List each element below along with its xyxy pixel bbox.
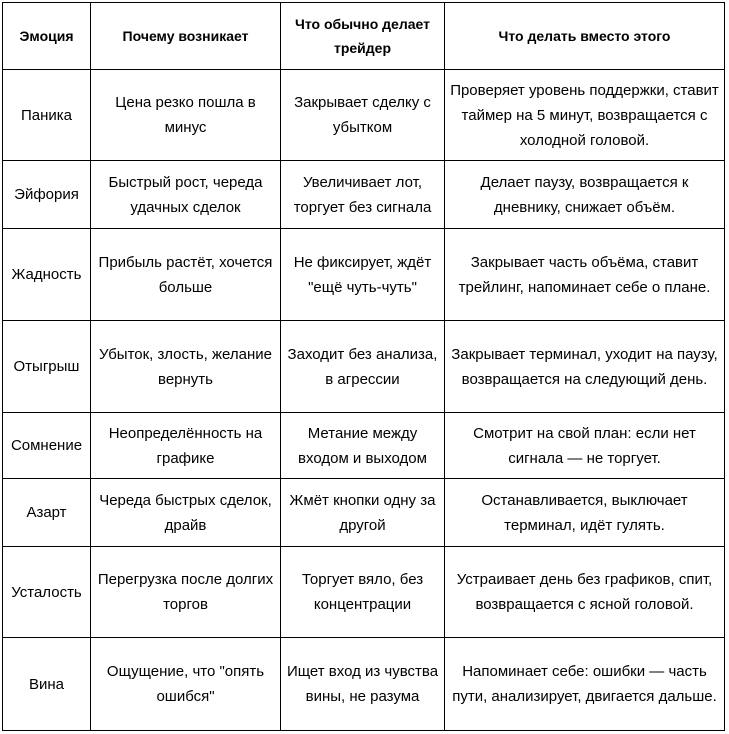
cell-what-instead: Закрывает часть объёма, ставит трейлинг, напоминает себе о плане. (445, 229, 725, 321)
cell-trader-action: Метание между входом и выходом (281, 413, 445, 479)
header-why: Почему возникает (91, 3, 281, 70)
cell-trader-action: Заходит без анализа, в агрессии (281, 321, 445, 413)
cell-why: Прибыль растёт, хочется больше (91, 229, 281, 321)
cell-emotion: Усталость (3, 547, 91, 638)
cell-emotion: Эйфория (3, 161, 91, 229)
header-trader-action: Что обычно делает трейдер (281, 3, 445, 70)
cell-what-instead: Закрывает терминал, уходит на паузу, возвращается на следующий день. (445, 321, 725, 413)
cell-emotion: Сомнение (3, 413, 91, 479)
table-row (3, 161, 725, 229)
cell-trader-action: Жмёт кнопки одну за другой (281, 479, 445, 547)
cell-what-instead: Напоминает себе: ошибки — часть пути, анализирует, двигается дальше. (445, 638, 725, 731)
cell-trader-action: Увеличивает лот, торгует без сигнала (281, 161, 445, 229)
table-row (3, 638, 725, 731)
header-what-instead: Что делать вместо этого (445, 3, 725, 70)
cell-why: Цена резко пошла в минус (91, 70, 281, 161)
cell-why: Ощущение, что "опять ошибся" (91, 638, 281, 731)
table-row (3, 547, 725, 638)
table-row (3, 70, 725, 161)
cell-emotion: Вина (3, 638, 91, 731)
cell-trader-action: Не фиксирует, ждёт "ещё чуть-чуть" (281, 229, 445, 321)
cell-trader-action: Закрывает сделку с убытком (281, 70, 445, 161)
table-row (3, 229, 725, 321)
table-row (3, 413, 725, 479)
cell-why: Быстрый рост, череда удачных сделок (91, 161, 281, 229)
cell-trader-action: Ищет вход из чувства вины, не разума (281, 638, 445, 731)
cell-why: Череда быстрых сделок, драйв (91, 479, 281, 547)
table-header-row (3, 3, 725, 70)
header-emotion: Эмоция (3, 3, 91, 70)
cell-emotion: Отыгрыш (3, 321, 91, 413)
table-row (3, 479, 725, 547)
cell-what-instead: Смотрит на свой план: если нет сигнала — не торгует. (445, 413, 725, 479)
cell-emotion: Азарт (3, 479, 91, 547)
cell-what-instead: Проверяет уровень поддержки, ставит таймер на 5 минут, возвращается с холодной головой. (445, 70, 725, 161)
emotions-table (2, 2, 725, 731)
cell-emotion: Паника (3, 70, 91, 161)
cell-what-instead: Делает паузу, возвращается к дневнику, снижает объём. (445, 161, 725, 229)
cell-emotion: Жадность (3, 229, 91, 321)
cell-why: Перегрузка после долгих торгов (91, 547, 281, 638)
cell-what-instead: Устраивает день без графиков, спит, возвращается с ясной головой. (445, 547, 725, 638)
table-row (3, 321, 725, 413)
cell-trader-action: Торгует вяло, без концентрации (281, 547, 445, 638)
cell-why: Убыток, злость, желание вернуть (91, 321, 281, 413)
cell-what-instead: Останавливается, выключает терминал, идёт гулять. (445, 479, 725, 547)
cell-why: Неопределённость на графике (91, 413, 281, 479)
